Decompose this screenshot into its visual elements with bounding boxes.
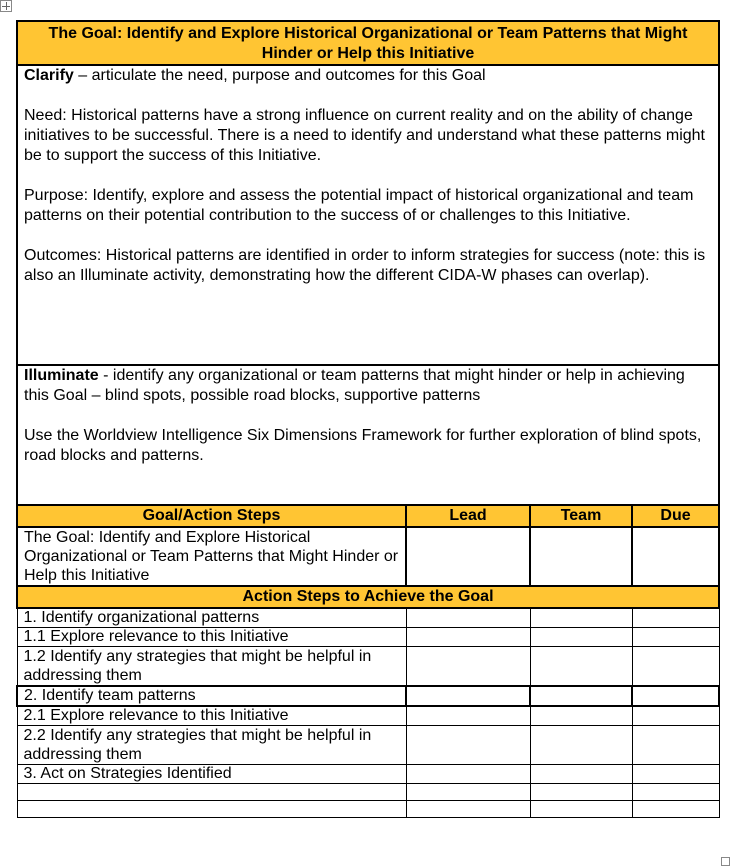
table-move-handle-icon[interactable] bbox=[0, 0, 12, 12]
action-step-2-2: 2.2 Identify any strategies that might be helpful in addressing them bbox=[17, 726, 406, 765]
illuminate-intro-text: - identify any organizational or team patterns that might hinder or help in achieving this Goal – blind spots, possible road blocks, supportive patterns bbox=[24, 367, 685, 404]
purpose-paragraph: Purpose: Identify, explore and assess the potential impact of historical organizational and team patterns on their potential contribution to the success of or challenges to this Initiative. bbox=[24, 187, 694, 224]
action-step-1-1: 1.1 Explore relevance to this Initiative bbox=[17, 628, 406, 647]
action-steps-heading: Action Steps to Achieve the Goal bbox=[17, 586, 719, 608]
action-step-1-1-team[interactable] bbox=[530, 628, 632, 647]
action-step-2: 2. Identify team patterns bbox=[17, 686, 406, 706]
clarify-section bbox=[17, 65, 719, 365]
action-step-empty-1[interactable] bbox=[17, 784, 406, 801]
outcomes-paragraph: Outcomes: Historical patterns are identified in order to inform strategies for success (note: this is also an Illuminate activity, demonstrating how the different CIDA-W phases can overlap). bbox=[24, 247, 706, 284]
action-step-2-due[interactable] bbox=[632, 686, 719, 706]
action-step-2-1: 2.1 Explore relevance to this Initiative bbox=[17, 706, 406, 726]
action-step-1-2-due[interactable] bbox=[632, 647, 719, 687]
illuminate-section bbox=[17, 365, 719, 505]
action-step-1-due[interactable] bbox=[632, 608, 719, 628]
clarify-label: Clarify bbox=[24, 67, 74, 84]
action-step-2-1-team[interactable] bbox=[530, 706, 632, 726]
goal-row-text: The Goal: Identify and Explore Historical Organizational or Team Patterns that Might Hinder or Help this Initiative bbox=[17, 527, 406, 586]
goal-title: The Goal: Identify and Explore Historical Organizational or Team Patterns that Might Hinder or Help this Initiative bbox=[17, 21, 719, 65]
action-step-empty-2-due[interactable] bbox=[632, 801, 719, 818]
column-header-team: Team bbox=[530, 505, 632, 527]
action-step-1-2-team[interactable] bbox=[530, 647, 632, 687]
framework-paragraph: Use the Worldview Intelligence Six Dimensions Framework for further exploration of blind spots, road blocks and patterns. bbox=[24, 427, 702, 464]
action-step-2-lead[interactable] bbox=[406, 686, 530, 706]
illuminate-label: Illuminate bbox=[24, 367, 99, 384]
column-header-steps: Goal/Action Steps bbox=[17, 505, 406, 527]
table-resize-handle-icon[interactable] bbox=[721, 857, 730, 866]
action-step-1-team[interactable] bbox=[530, 608, 632, 628]
clarify-intro bbox=[24, 66, 712, 86]
action-step-1-2: 1.2 Identify any strategies that might be helpful in addressing them bbox=[17, 647, 406, 687]
illuminate-intro bbox=[24, 366, 712, 406]
goal-worksheet-table bbox=[16, 20, 720, 818]
action-step-3-due[interactable] bbox=[632, 765, 719, 784]
column-header-lead: Lead bbox=[406, 505, 530, 527]
action-step-empty-1-team[interactable] bbox=[530, 784, 632, 801]
clarify-intro-text: – articulate the need, purpose and outcomes for this Goal bbox=[73, 67, 486, 84]
goal-lead-cell[interactable] bbox=[406, 527, 530, 586]
action-step-2-1-due[interactable] bbox=[632, 706, 719, 726]
action-step-1-2-lead[interactable] bbox=[406, 647, 530, 687]
action-step-1-lead[interactable] bbox=[406, 608, 530, 628]
action-step-1-1-lead[interactable] bbox=[406, 628, 530, 647]
column-header-due: Due bbox=[632, 505, 719, 527]
goal-team-cell[interactable] bbox=[530, 527, 632, 586]
action-step-empty-1-lead[interactable] bbox=[406, 784, 530, 801]
action-step-2-1-lead[interactable] bbox=[406, 706, 530, 726]
action-step-2-2-due[interactable] bbox=[632, 726, 719, 765]
action-step-1: 1. Identify organizational patterns bbox=[17, 608, 406, 628]
action-step-empty-2-team[interactable] bbox=[530, 801, 632, 818]
action-step-empty-1-due[interactable] bbox=[632, 784, 719, 801]
action-step-3-lead[interactable] bbox=[406, 765, 530, 784]
action-step-empty-2[interactable] bbox=[17, 801, 406, 818]
goal-due-cell[interactable] bbox=[632, 527, 719, 586]
action-step-empty-2-lead[interactable] bbox=[406, 801, 530, 818]
action-step-2-2-lead[interactable] bbox=[406, 726, 530, 765]
action-step-2-team[interactable] bbox=[530, 686, 632, 706]
need-paragraph: Need: Historical patterns have a strong influence on current reality and on the ability of change initiatives to be successful. There is a need to identify and understand what these patterns might be to support the success of this Initiative. bbox=[24, 107, 705, 164]
action-step-1-1-due[interactable] bbox=[632, 628, 719, 647]
action-step-3: 3. Act on Strategies Identified bbox=[17, 765, 406, 784]
action-step-2-2-team[interactable] bbox=[530, 726, 632, 765]
action-step-3-team[interactable] bbox=[530, 765, 632, 784]
